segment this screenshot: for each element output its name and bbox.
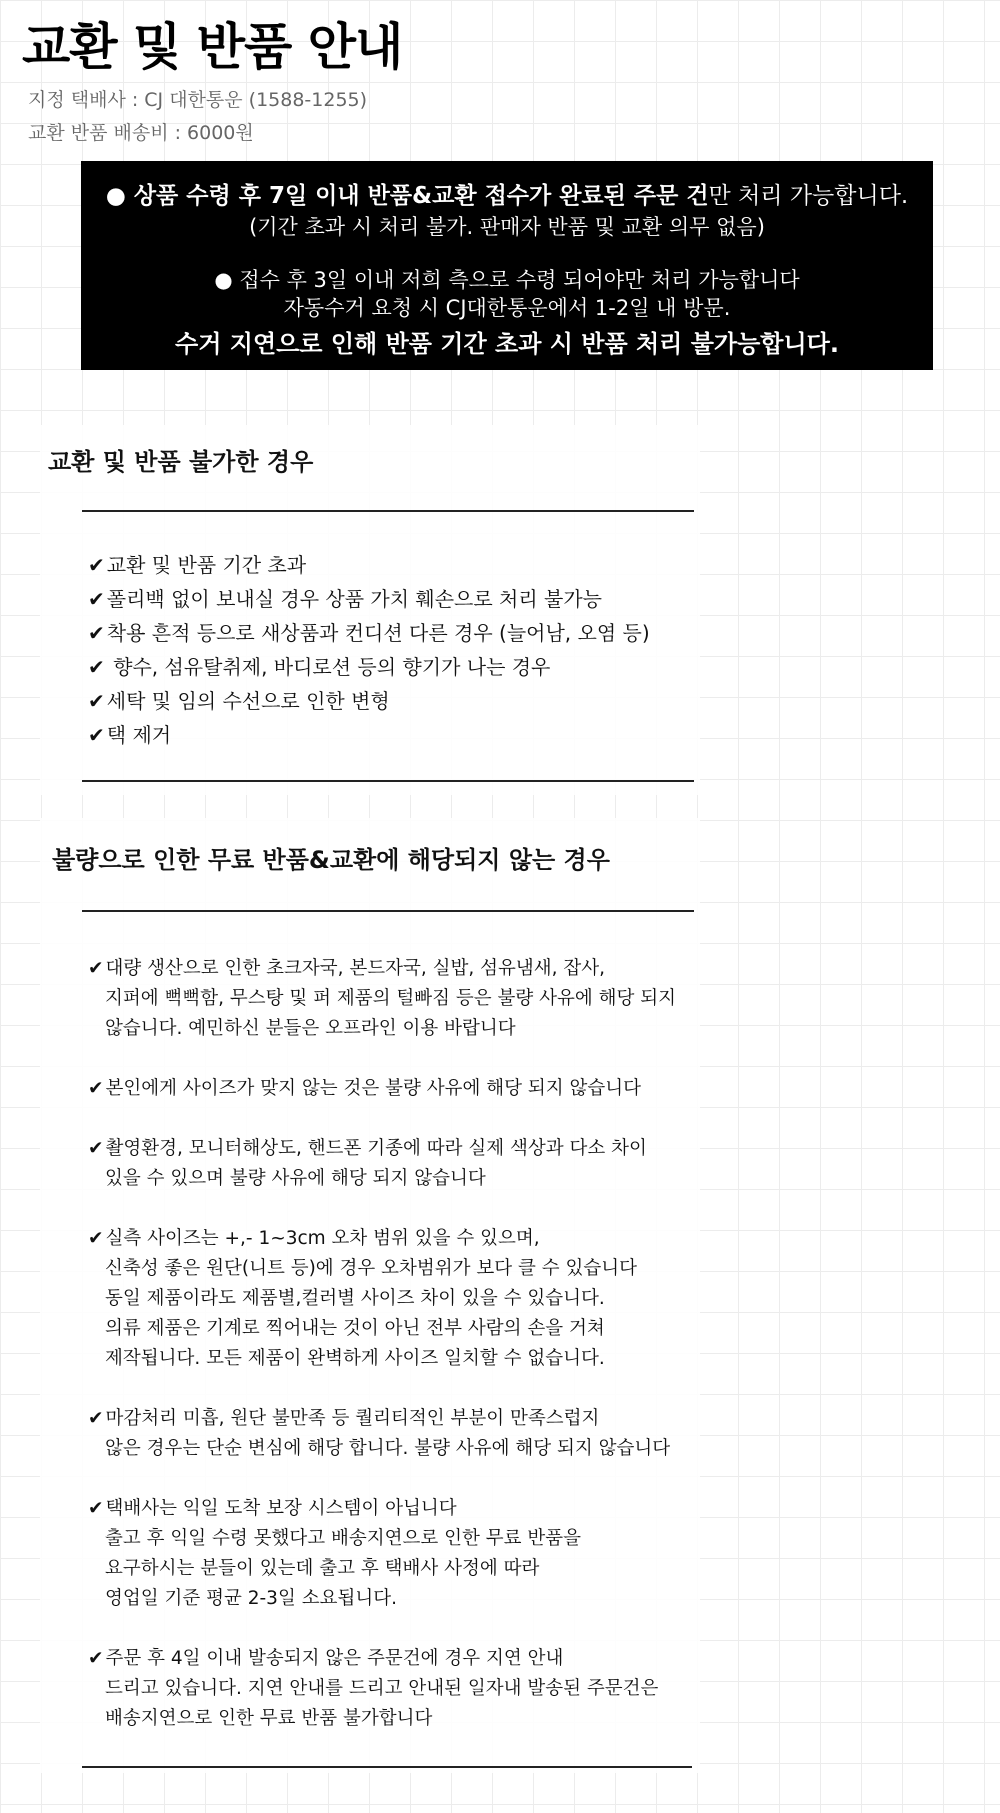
check-icon: ✔ <box>88 1498 104 1519</box>
check-icon: ✔ <box>88 587 105 611</box>
courier-info: 지정 택배사 : CJ 대한통운 (1588-1255) <box>28 89 368 111</box>
list-item-line: ✔ 촬영환경, 모니터해상도, 핸드폰 기종에 따라 실제 색상과 다소 차이 <box>88 1138 647 1159</box>
list-item-text: 폴리백 없이 보내실 경우 상품 가치 훼손으로 처리 불가능 <box>106 587 602 611</box>
non-returnable-list <box>88 548 650 752</box>
list-item-text: 세탁 및 임의 수선으로 인한 변형 <box>106 689 390 713</box>
check-icon: ✔ <box>88 1408 104 1429</box>
notice-line-2: (기간 초과 시 처리 불가. 판매자 반품 및 교환 의무 없음) <box>249 215 765 239</box>
list-item <box>88 718 650 752</box>
list-item-line: ✔ 주문 후 4일 이내 발송되지 않은 주문건에 경우 지연 안내 <box>88 1648 564 1669</box>
list-item <box>88 1074 728 1104</box>
check-icon: ✔ <box>88 553 105 577</box>
list-item-text: 향수, 섬유탈취제, 바디로션 등의 향기가 나는 경우 <box>106 655 551 679</box>
check-icon: ✔ <box>88 723 105 747</box>
list-item <box>88 548 650 582</box>
list-item-line: ✔ 마감처리 미흡, 원단 불만족 등 퀄리티적인 부분이 만족스럽지 <box>88 1408 600 1429</box>
list-item <box>88 650 650 684</box>
check-icon: ✔ <box>88 958 104 979</box>
check-icon: ✔ <box>88 1138 104 1159</box>
list-item <box>88 1494 728 1614</box>
list-item-line: 동일 제품이라도 제품별,컬러별 사이즈 차이 있을 수 있습니다. <box>105 1288 605 1309</box>
list-item-line: ✔ 대량 생산으로 인한 초크자국, 본드자국, 실밥, 섬유냄새, 잡사, <box>88 958 605 979</box>
section-1-heading: 교환 및 반품 불가한 경우 <box>48 448 314 476</box>
list-item-line: 지퍼에 뻑뻑함, 무스탕 및 퍼 제품의 털빠짐 등은 불량 사유에 해당 되지 <box>105 988 676 1009</box>
section-2-top-divider <box>82 910 694 912</box>
list-item-line: 않은 경우는 단순 변심에 해당 합니다. 불량 사유에 해당 되지 않습니다 <box>105 1438 671 1459</box>
list-item-line: 드리고 있습니다. 지연 안내를 드리고 안내된 일자내 발송된 주문건은 <box>105 1678 659 1699</box>
check-icon: ✔ <box>88 655 105 679</box>
list-item <box>88 1224 728 1374</box>
list-item <box>88 1404 728 1464</box>
list-item <box>88 582 650 616</box>
notice-line-1-bold: ● 상품 수령 후 7일 이내 반품&교환 접수가 완료된 주문 건 <box>105 183 709 209</box>
notice-line-5: 수거 지연으로 인해 반품 기간 초과 시 반품 처리 불가능합니다. <box>175 330 839 358</box>
section-1-top-divider <box>82 510 694 512</box>
list-item-line: 신축성 좋은 원단(니트 등)에 경우 오차범위가 보다 클 수 있습니다 <box>105 1258 638 1279</box>
list-item <box>88 684 650 718</box>
notice-line-4: 자동수거 요청 시 CJ대한통운에서 1-2일 내 방문. <box>283 296 731 320</box>
check-icon: ✔ <box>88 689 105 713</box>
list-item-line: 있을 수 있으며 불량 사유에 해당 되지 않습니다 <box>105 1168 486 1189</box>
list-item-text: 교환 및 반품 기간 초과 <box>106 553 307 577</box>
shipping-fee-info: 교환 반품 배송비 : 6000원 <box>28 122 254 144</box>
list-item <box>88 954 728 1044</box>
list-item-line: 않습니다. 예민하신 분들은 오프라인 이용 바랍니다 <box>105 1018 516 1039</box>
section-2-bottom-divider <box>82 1766 692 1768</box>
list-item-line: 요구하시는 분들이 있는데 출고 후 택배사 사정에 따라 <box>105 1558 540 1579</box>
notice-box <box>81 161 933 370</box>
list-item-line: ✔ 본인에게 사이즈가 맞지 않는 것은 불량 사유에 해당 되지 않습니다 <box>88 1078 641 1099</box>
notice-line-1-rest: 만 처리 가능합니다. <box>708 183 909 209</box>
list-item-text: 택 제거 <box>106 723 172 747</box>
check-icon: ✔ <box>88 621 105 645</box>
list-item-line: ✔ 실측 사이즈는 +,- 1~3cm 오차 범위 있을 수 있으며, <box>88 1228 540 1249</box>
list-item-line: 제작됩니다. 모든 제품이 완벽하게 사이즈 일치할 수 없습니다. <box>105 1348 605 1369</box>
list-item <box>88 1134 728 1194</box>
notice-line-1 <box>81 177 933 210</box>
check-icon: ✔ <box>88 1648 104 1669</box>
list-item-line: 의류 제품은 기계로 찍어내는 것이 아닌 전부 사람의 손을 거쳐 <box>105 1318 605 1339</box>
list-item-line: 출고 후 익일 수령 못했다고 배송지연으로 인한 무료 반품을 <box>105 1528 581 1549</box>
section-1-bottom-divider <box>82 780 694 782</box>
page-title: 교환 및 반품 안내 <box>22 18 403 76</box>
list-item-text: 착용 흔적 등으로 새상품과 컨디션 다른 경우 (늘어남, 오염 등) <box>106 621 650 645</box>
notice-line-3: ● 접수 후 3일 이내 저희 측으로 수령 되어야만 처리 가능합니다 <box>214 268 800 292</box>
check-icon: ✔ <box>88 1228 104 1249</box>
check-icon: ✔ <box>88 1078 104 1099</box>
list-item <box>88 1644 728 1734</box>
list-item <box>88 616 650 650</box>
list-item-line: 배송지연으로 인한 무료 반품 불가합니다 <box>105 1708 433 1729</box>
list-item-line: ✔ 택배사는 익일 도착 보장 시스템이 아닙니다 <box>88 1498 457 1519</box>
defect-exclusion-list <box>88 954 728 1764</box>
list-item-line: 영업일 기준 평균 2-3일 소요됩니다. <box>105 1588 397 1609</box>
section-2-heading: 불량으로 인한 무료 반품&교환에 해당되지 않는 경우 <box>52 846 610 874</box>
